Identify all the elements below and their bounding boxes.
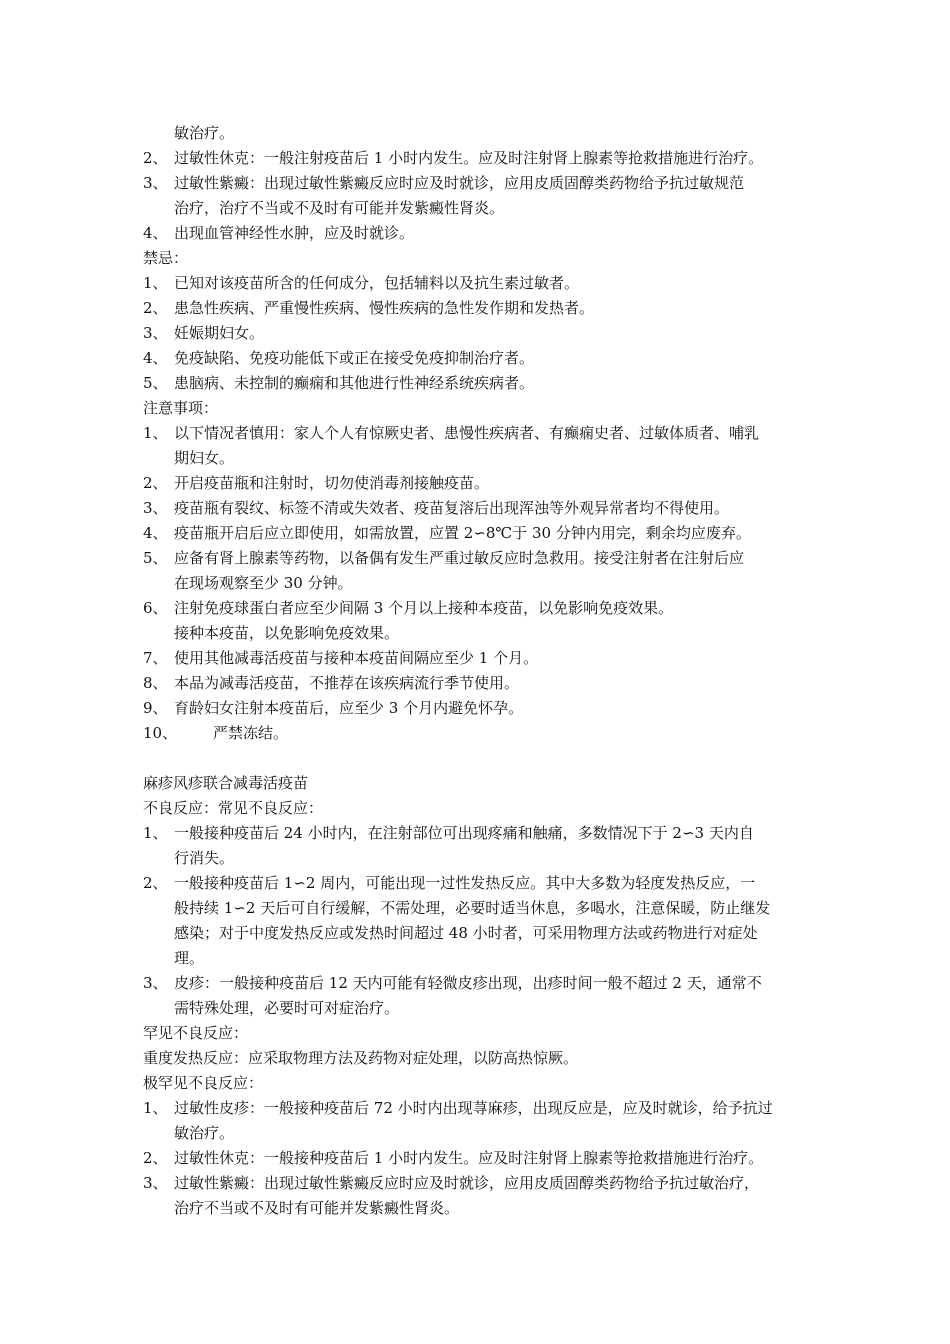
list-item [143, 1146, 810, 1171]
list-item [143, 471, 810, 496]
item-number: 2、 [143, 874, 168, 892]
list-item [143, 596, 810, 621]
item-text-continued: 般持续 1∽2 天后可自行缓解，不需处理，必要时适当休息，多喝水，注意保暖，防止继发 [174, 899, 771, 917]
list-item [143, 971, 810, 996]
item-text-continued: 在现场观察至少 30 分钟。 [174, 574, 353, 592]
section-heading-contraindications: 禁忌： [143, 249, 189, 267]
item-text: 疫苗瓶开启后应立即使用，如需放置，应置 2∽8℃于 30 分钟内用完，剩余均应废弃。 [174, 524, 751, 542]
item-number: 9、 [143, 699, 168, 717]
item-text: 一般接种疫苗后 24 小时内，在注射部位可出现疼痛和触痛，多数情况下于 2∽3 天内自 [174, 824, 754, 842]
item-number: 4、 [143, 349, 168, 367]
item-text: 过敏性休克：一般接种疫苗后 1 小时内发生。应及时注射肾上腺素等抢救措施进行治疗。 [174, 1149, 764, 1167]
item-number: 2、 [143, 474, 168, 492]
list-item [143, 296, 810, 321]
item-number: 5、 [143, 374, 168, 392]
list-item [143, 821, 810, 846]
section-heading-rare: 罕见不良反应： [143, 1024, 249, 1042]
item-text: 育龄妇女注射本疫苗后，应至少 3 个月内避免怀孕。 [174, 699, 524, 717]
item-number: 1、 [143, 274, 168, 292]
list-item [143, 671, 810, 696]
blank-line [143, 746, 810, 771]
vaccine-title: 麻疹风疹联合减毒活疫苗 [143, 774, 309, 792]
item-text: 注射免疫球蛋白者应至少间隔 3 个月以上接种本疫苗，以免影响免疫效果。 [174, 599, 674, 617]
item-text: 已知对该疫苗所含的任何成分，包括辅料以及抗生素过敏者。 [174, 274, 580, 292]
item-text: 一般接种疫苗后 1∽2 周内，可能出现一过性发热反应。其中大多数为轻度发热反应，一 [174, 874, 756, 892]
item-number: 6、 [143, 599, 168, 617]
item-text-continued: 需特殊处理，必要时可对症治疗。 [174, 999, 400, 1017]
item-text: 出现血管神经性水肿，应及时就诊。 [174, 224, 415, 242]
item-number: 1、 [143, 824, 168, 842]
item-number: 3、 [143, 1174, 168, 1192]
item-text: 过敏性皮疹：一般接种疫苗后 72 小时内出现荨麻疹，出现反应是，应及时就诊，给予抗过 [174, 1099, 773, 1117]
list-item [143, 546, 810, 571]
item-text-continued: 敏治疗。 [174, 1124, 235, 1142]
item-text: 妊娠期妇女。 [174, 324, 265, 342]
item-text: 过敏性休克：一般注射疫苗后 1 小时内发生。应及时注射肾上腺素等抢救措施进行治疗。 [174, 149, 764, 167]
item-text: 应备有肾上腺素等药物，以备偶有发生严重过敏反应时急救用。接受注射者在注射后应 [174, 549, 745, 567]
item-text-continued: 治疗不当或不及时有可能并发紫癜性肾炎。 [174, 1199, 460, 1217]
item-text: 免疫缺陷、免疫功能低下或正在接受免疫抑制治疗者。 [174, 349, 535, 367]
item-text-continued: 期妇女。 [174, 449, 235, 467]
item-number: 3、 [143, 324, 168, 342]
item-text: 开启疫苗瓶和注射时，切勿使消毒剂接触疫苗。 [174, 474, 490, 492]
section-heading-precautions: 注意事项： [143, 399, 219, 417]
section-heading-very-rare: 极罕见不良反应： [143, 1074, 264, 1092]
item-number: 3、 [143, 974, 168, 992]
item-number: 1、 [143, 424, 168, 442]
document-body [143, 121, 810, 1221]
list-item [143, 146, 810, 171]
list-item [143, 521, 810, 546]
item-text: 皮疹：一般接种疫苗后 12 天内可能有轻微皮疹出现，出疹时间一般不超过 2 天，通常不 [174, 974, 762, 992]
list-item [143, 646, 810, 671]
list-item [143, 696, 810, 721]
list-item [143, 271, 810, 296]
item-number: 10、 [143, 724, 178, 742]
item-text-continued: 感染；对于中度发热反应或发热时间超过 48 小时者，可采用物理方法或药物进行对症处 [174, 924, 758, 942]
item-number: 1、 [143, 1099, 168, 1117]
item-number: 2、 [143, 149, 168, 167]
list-item [143, 371, 810, 396]
item-number: 8、 [143, 674, 168, 692]
item-text: 严禁冻结。 [213, 724, 289, 742]
item-number: 4、 [143, 524, 168, 542]
list-item [143, 171, 810, 196]
item-text: 过敏性紫癜：出现过敏性紫癜反应时应及时就诊，应用皮质固醇类药物给予抗过敏治疗， [174, 1174, 760, 1192]
list-item [143, 1096, 810, 1121]
item-text-continued: 接种本疫苗，以免影响免疫效果。 [174, 624, 400, 642]
item-text: 患脑病、未控制的癫痫和其他进行性神经系统疾病者。 [174, 374, 535, 392]
item-number: 2、 [143, 1149, 168, 1167]
item-text: 疫苗瓶有裂纹、标签不清或失效者、疫苗复溶后出现浑浊等外观异常者均不得使用。 [174, 499, 730, 517]
rare-text: 重度发热反应：应采取物理方法及药物对症处理，以防高热惊厥。 [143, 1049, 579, 1067]
item-text: 过敏性紫癜：出现过敏性紫癜反应时应及时就诊，应用皮质固醇类药物给予抗过敏规范 [174, 174, 745, 192]
item-number: 7、 [143, 649, 168, 667]
item-text: 患急性疾病、严重慢性疾病、慢性疾病的急性发作期和发热者。 [174, 299, 595, 317]
list-item [143, 1171, 810, 1196]
list-item [143, 496, 810, 521]
item-number: 5、 [143, 549, 168, 567]
continued-line: 敏治疗。 [174, 124, 235, 142]
item-text: 以下情况者慎用：家人个人有惊厥史者、患慢性疾病者、有癫痫史者、过敏体质者、哺乳 [174, 424, 760, 442]
item-text-continued: 理。 [174, 949, 205, 967]
list-item [143, 421, 810, 446]
item-text: 使用其他减毒活疫苗与接种本疫苗间隔应至少 1 个月。 [174, 649, 539, 667]
item-number: 4、 [143, 224, 168, 242]
list-item [143, 346, 810, 371]
item-number: 3、 [143, 174, 168, 192]
list-item [143, 721, 810, 746]
section-heading-adverse: 不良反应：常见不良反应： [143, 799, 324, 817]
list-item [143, 221, 810, 246]
item-text: 本品为减毒活疫苗，不推荐在该疾病流行季节使用。 [174, 674, 520, 692]
list-item [143, 871, 810, 896]
item-text-continued: 治疗，治疗不当或不及时有可能并发紫癜性肾炎。 [174, 199, 505, 217]
list-item [143, 321, 810, 346]
item-text-continued: 行消失。 [174, 849, 235, 867]
item-number: 2、 [143, 299, 168, 317]
item-number: 3、 [143, 499, 168, 517]
